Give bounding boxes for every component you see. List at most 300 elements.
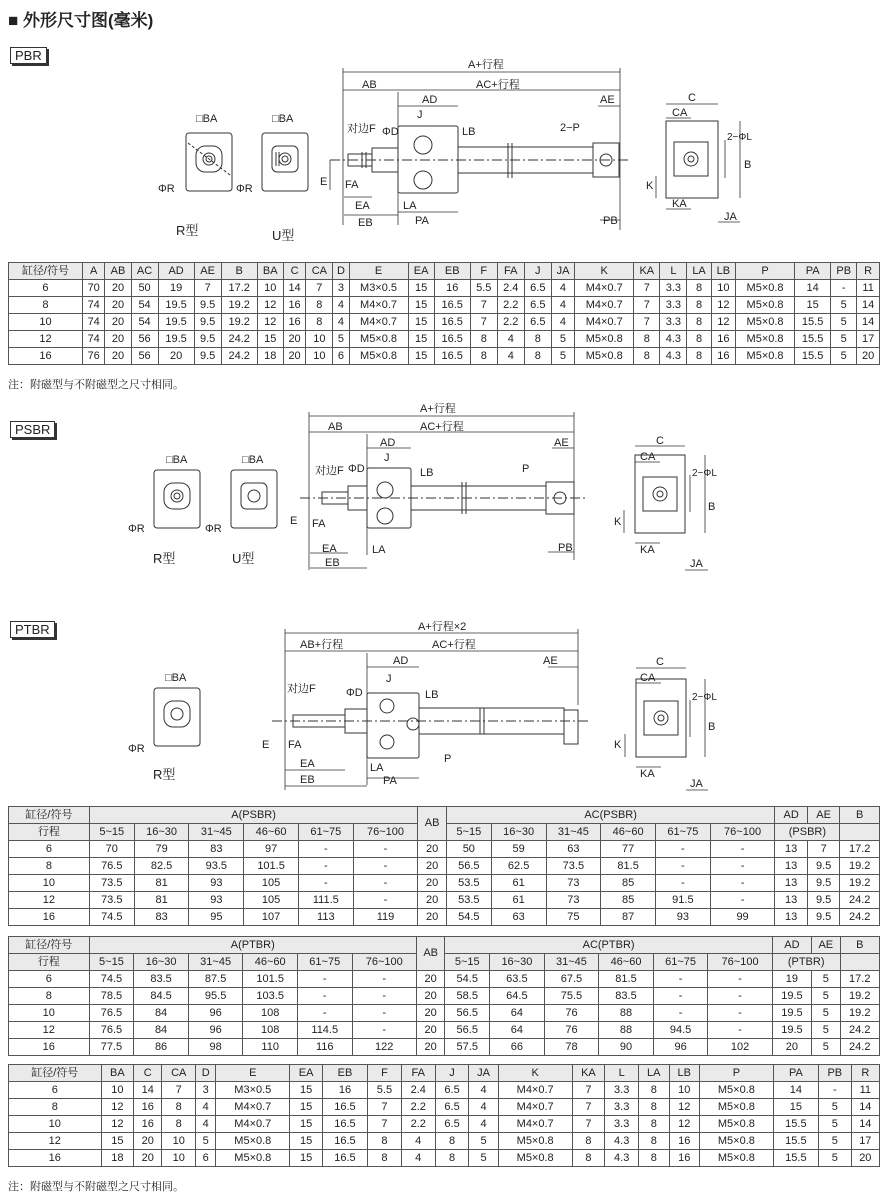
label-ba-r: □BA (166, 454, 188, 466)
table-cell: - (653, 988, 708, 1005)
label-fa: FA (288, 739, 302, 751)
table-cell: 8 (572, 1133, 605, 1150)
table-header-cell: 61~75 (298, 824, 353, 841)
table-cell: 105 (244, 875, 299, 892)
table-cell: 4 (551, 280, 574, 297)
table-cell: 90 (599, 1039, 654, 1056)
label-c: C (688, 92, 696, 104)
label-e: E (320, 176, 328, 188)
note-2: 注：附磁型与不附磁型之尺寸相同。 (8, 1181, 184, 1193)
table-cell: 16.5 (434, 297, 470, 314)
table-cell: 74 (82, 331, 105, 348)
table-cell: - (298, 858, 353, 875)
label-ea: EA (300, 758, 315, 770)
table-cell: 6.5 (524, 297, 551, 314)
table-cell: 15 (408, 280, 434, 297)
table-cell: 5 (812, 988, 840, 1005)
table-cell: 16 (711, 331, 735, 348)
table-header-cell: 61~75 (656, 824, 711, 841)
table-cell: 7 (162, 1082, 196, 1099)
table-header-cell: 5~15 (446, 824, 491, 841)
table-cell: 15 (408, 297, 434, 314)
table-cell: 53.5 (446, 875, 491, 892)
table-cell: 12 (711, 297, 735, 314)
table-row (9, 1150, 880, 1167)
table-cell: 10 (257, 280, 283, 297)
table-cell: 6 (333, 348, 349, 365)
table-cell: 95 (189, 909, 244, 926)
label-j: J (386, 673, 392, 685)
table-cell: 83.5 (134, 971, 189, 988)
table-cell: 15 (290, 1082, 323, 1099)
table-cell: 10 (162, 1150, 196, 1167)
table-cell: 75 (546, 909, 601, 926)
table-cell: 18 (101, 1150, 134, 1167)
table-cell: 7 (572, 1099, 605, 1116)
label-phi-r: ΦR (158, 183, 175, 195)
label-2p: 2−P (560, 122, 580, 134)
table-row (9, 280, 880, 297)
table-row (9, 892, 880, 909)
label-phi-r: ΦR (128, 743, 145, 755)
table-cell: 20 (134, 1150, 162, 1167)
label-la: LA (372, 544, 386, 556)
label-k: K (614, 516, 622, 528)
table-row (9, 1005, 880, 1022)
table-cell: - (352, 988, 416, 1005)
table-cell: 6.5 (435, 1116, 469, 1133)
table-cell: 107 (244, 909, 299, 926)
table-cell: 15.5 (795, 331, 831, 348)
table-cell: 76.5 (89, 1005, 134, 1022)
table-cell: 5 (551, 348, 574, 365)
table-cell: 16 (669, 1133, 699, 1150)
table-cell: 6 (9, 280, 83, 297)
table-cell: 10 (9, 314, 83, 331)
table-header-cell: C (283, 263, 306, 280)
table-cell: 6.5 (435, 1082, 469, 1099)
table-cell: 13 (775, 875, 808, 892)
section-tag-ptbr: PTBR (10, 621, 55, 638)
table-cell: 15 (408, 348, 434, 365)
table-cell: 110 (243, 1039, 298, 1056)
table-cell: 64 (490, 1022, 545, 1039)
table-cell: 8 (9, 1099, 102, 1116)
table-cell: 84 (134, 1005, 189, 1022)
label-phi-d: ΦD (346, 687, 363, 699)
table-cell: 76.5 (89, 1022, 134, 1039)
table-cell: 53.5 (446, 892, 491, 909)
table-cell: - (353, 858, 418, 875)
table-cell: M5×0.8 (699, 1082, 773, 1099)
table-cell: 20 (105, 348, 131, 365)
table-cell: 12 (9, 1133, 102, 1150)
table-cell: 16.5 (322, 1150, 367, 1167)
table-cell: 108 (243, 1022, 298, 1039)
table-header-cell: 76~100 (352, 954, 416, 971)
table-cell: 3 (333, 280, 349, 297)
table-header-cell: BA (101, 1065, 134, 1082)
label-a-stroke: A+行程 (468, 59, 504, 71)
section-tag-psbr: PSBR (10, 421, 55, 438)
table-cell: 50 (446, 841, 491, 858)
table-cell: 16.5 (434, 331, 470, 348)
table-cell: M5×0.8 (216, 1150, 290, 1167)
table-cell: 19.2 (221, 297, 257, 314)
label-ae: AE (543, 655, 558, 667)
table-cell: 14 (283, 280, 306, 297)
table-cell: 8 (162, 1116, 196, 1133)
table-cell: 13 (775, 909, 808, 926)
table-header-cell: KA (572, 1065, 605, 1082)
table-header-cell: K (498, 1065, 572, 1082)
table-header-cell: 16~30 (491, 824, 546, 841)
label-e: E (290, 515, 298, 527)
table-cell: 96 (653, 1039, 708, 1056)
table-cell: - (708, 988, 772, 1005)
table-header-cell: 行程 (9, 954, 90, 971)
table-cell: 56 (131, 331, 158, 348)
table-cell: 14 (851, 1099, 879, 1116)
table-cell: M4×0.7 (349, 297, 408, 314)
table-cell: 14 (857, 297, 880, 314)
table-row (9, 1133, 880, 1150)
table-cell: M4×0.7 (575, 314, 634, 331)
table-cell: 95.5 (188, 988, 243, 1005)
table-header-cell: AE (807, 807, 840, 824)
table-cell: 78.5 (89, 988, 134, 1005)
table-cell: 4 (469, 1116, 498, 1133)
ptbr-drawing (0, 615, 888, 795)
table-cell: 8 (306, 297, 333, 314)
table-header-cell: EB (322, 1065, 367, 1082)
table-header-cell: AE (812, 937, 840, 954)
table-cell: 74.5 (89, 971, 134, 988)
table-cell: 12 (257, 314, 283, 331)
table-cell: 2.4 (401, 1082, 435, 1099)
table-header-cell: L (660, 263, 687, 280)
table-cell: 7 (572, 1082, 605, 1099)
table-header-cell: 31~45 (544, 954, 599, 971)
label-ae: AE (600, 94, 615, 106)
table-cell: 14 (795, 280, 831, 297)
table-header-cell: FA (401, 1065, 435, 1082)
table-cell: 61 (491, 892, 546, 909)
table-cell: 99 (710, 909, 775, 926)
table-row (9, 875, 880, 892)
table-cell: M5×0.8 (699, 1133, 773, 1150)
table-header-cell: 31~45 (546, 824, 601, 841)
table-cell: 81.5 (601, 858, 656, 875)
table-cell: 5 (812, 1005, 840, 1022)
label-u-type: U型 (272, 228, 295, 243)
label-ja: JA (724, 211, 737, 223)
label-ea: EA (355, 200, 370, 212)
label-pa: PA (383, 775, 397, 787)
table-cell: 85 (601, 892, 656, 909)
table-header-row (9, 1065, 880, 1082)
table-row (9, 1082, 880, 1099)
table-header-cell: AC(PSBR) (446, 807, 774, 824)
table-header-cell: 缸径/符号 (9, 807, 90, 824)
table-header-cell: J (524, 263, 551, 280)
table-cell: 5 (551, 331, 574, 348)
table-cell: 8 (687, 314, 711, 331)
table-cell: M4×0.7 (575, 297, 634, 314)
table-header-cell: LA (687, 263, 711, 280)
table-cell: 12 (9, 1022, 90, 1039)
table-cell: 18 (257, 348, 283, 365)
table-cell: 6.5 (524, 280, 551, 297)
table-cell: 8 (687, 348, 711, 365)
table-cell: - (710, 892, 775, 909)
table-cell: 84 (134, 1022, 189, 1039)
table-cell: 15.5 (773, 1116, 818, 1133)
table-cell: M4×0.7 (349, 314, 408, 331)
label-phi-r-u: ΦR (205, 523, 222, 535)
table-cell: 17.2 (221, 280, 257, 297)
table-cell: - (710, 841, 775, 858)
table-cell: 20 (134, 1133, 162, 1150)
table-header-cell: 76~100 (708, 954, 772, 971)
table-header-cell: A(PTBR) (89, 937, 416, 954)
label-p: P (444, 753, 452, 765)
table-header-cell: 46~60 (243, 954, 298, 971)
table-header-cell: B (221, 263, 257, 280)
table-cell: 77 (601, 841, 656, 858)
table-cell: M4×0.7 (575, 280, 634, 297)
table-cell: 12 (9, 892, 90, 909)
spec-table-pbr (8, 262, 880, 365)
label-r-type: R型 (176, 223, 199, 238)
table-cell: 54.5 (446, 909, 491, 926)
table-cell: 2.2 (401, 1116, 435, 1133)
table-cell: 73 (546, 892, 601, 909)
label-ka: KA (672, 198, 687, 210)
table-header-cell: LB (669, 1065, 699, 1082)
table-cell: 3.3 (605, 1099, 639, 1116)
table-header-cell: 76~100 (353, 824, 418, 841)
table-cell: 113 (298, 909, 353, 926)
label-ad: AD (422, 94, 438, 106)
table-cell: 5 (469, 1133, 498, 1150)
table-cell: 87 (601, 909, 656, 926)
label-phi-d: ΦD (382, 126, 399, 138)
table-cell: 5.5 (368, 1082, 402, 1099)
label-flats-f: 对边F (287, 683, 316, 695)
table-cell: 11 (857, 280, 880, 297)
table-cell: - (297, 988, 352, 1005)
table-cell: 20 (283, 348, 306, 365)
table-cell: 16 (9, 348, 83, 365)
label-ad: AD (393, 655, 409, 667)
table-cell: 4 (469, 1099, 498, 1116)
label-p: P (522, 463, 530, 475)
table-cell: 5 (831, 348, 857, 365)
table-cell: M5×0.8 (736, 331, 795, 348)
table-cell: 19.2 (221, 314, 257, 331)
table-header-cell: 46~60 (601, 824, 656, 841)
table-cell: 114.5 (297, 1022, 352, 1039)
table-cell: 7 (470, 297, 497, 314)
table-header-cell: B (840, 937, 879, 954)
table-header-cell: AB (105, 263, 131, 280)
label-k: K (614, 739, 622, 751)
table-cell: 76 (544, 1022, 599, 1039)
table-cell: 6.5 (524, 314, 551, 331)
table-row (9, 841, 880, 858)
table-cell: 4 (497, 348, 524, 365)
table-cell: 61 (491, 875, 546, 892)
table-cell: 86 (134, 1039, 189, 1056)
table-row (9, 348, 880, 365)
table-cell: 63 (491, 909, 546, 926)
table-cell: 8 (639, 1099, 669, 1116)
label-lb: LB (462, 126, 476, 138)
table-cell: 5 (818, 1099, 851, 1116)
table-cell: 15 (795, 297, 831, 314)
table-cell: 14 (857, 314, 880, 331)
table-cell: 8 (639, 1150, 669, 1167)
label-b: B (708, 721, 716, 733)
table-header-cell: R (857, 263, 880, 280)
table-cell: 74.5 (89, 909, 134, 926)
table-cell: 9.5 (807, 875, 840, 892)
table-cell: 6 (9, 1082, 102, 1099)
table-cell: 73.5 (89, 892, 134, 909)
table-header-cell: AC (131, 263, 158, 280)
table-cell: 16.5 (434, 314, 470, 331)
label-ja: JA (690, 778, 703, 790)
table-cell: 94.5 (653, 1022, 708, 1039)
table-header-cell: E (216, 1065, 290, 1082)
label-r-type: R型 (153, 551, 176, 566)
table-cell: 24.2 (840, 1022, 879, 1039)
table-cell: 15 (408, 314, 434, 331)
table-header-cell: AC(PTBR) (445, 937, 772, 954)
table-row (9, 909, 880, 926)
table-header-cell: 行程 (9, 824, 90, 841)
table-header-cell: BA (257, 263, 283, 280)
table-header-cell: EB (434, 263, 470, 280)
table-cell: 9.5 (807, 858, 840, 875)
label-eb: EB (325, 557, 340, 569)
table-cell: 24.2 (840, 909, 880, 926)
table-cell: 7 (572, 1116, 605, 1133)
table-cell: M5×0.8 (699, 1099, 773, 1116)
label-a-stroke: A+行程 (420, 403, 456, 415)
table-cell: M5×0.8 (216, 1133, 290, 1150)
label-lb: LB (420, 467, 434, 479)
table-cell: 20 (105, 280, 131, 297)
table-header-cell: C (134, 1065, 162, 1082)
table-cell: 75.5 (544, 988, 599, 1005)
table-cell: 105 (244, 892, 299, 909)
section-tag-pbr: PBR (10, 47, 47, 64)
table-row (9, 1099, 880, 1116)
table-cell: 54.5 (445, 971, 490, 988)
table-cell: 14 (851, 1116, 879, 1133)
table-cell: 3 (196, 1082, 216, 1099)
table-cell: 6 (196, 1150, 216, 1167)
table-cell: 81 (134, 892, 189, 909)
pbr-drawing (0, 55, 888, 250)
table-cell: M5×0.8 (498, 1150, 572, 1167)
table-header-cell: 5~15 (445, 954, 490, 971)
table-cell: 7 (194, 280, 221, 297)
table-header-cell: 缸径/符号 (9, 263, 83, 280)
table-cell: 3.3 (660, 280, 687, 297)
table-header-row (9, 954, 880, 971)
table-cell: 82.5 (134, 858, 189, 875)
label-ac-stroke: AC+行程 (476, 79, 520, 91)
table-cell: 7 (634, 280, 660, 297)
table-header-row (9, 263, 880, 280)
table-header-cell: 76~100 (710, 824, 775, 841)
table-cell: 101.5 (243, 971, 298, 988)
table-cell: 24.2 (221, 331, 257, 348)
table-cell: - (818, 1082, 851, 1099)
table-cell: 10 (9, 875, 90, 892)
table-cell: M3×0.5 (216, 1082, 290, 1099)
table-cell: 13 (775, 892, 808, 909)
table-cell: 63.5 (490, 971, 545, 988)
table-cell: M5×0.8 (699, 1116, 773, 1133)
table-cell: 93.5 (189, 858, 244, 875)
table-header-cell: F (368, 1065, 402, 1082)
table-cell: 20 (105, 314, 131, 331)
table-cell: 9.5 (807, 909, 840, 926)
table-cell: 16 (283, 314, 306, 331)
label-ca: CA (640, 451, 656, 463)
table-cell: 9.5 (807, 892, 840, 909)
table-header-cell: (PTBR) (772, 954, 840, 971)
table-cell: 73 (546, 875, 601, 892)
table-cell: 10 (9, 1116, 102, 1133)
label-2l: 2−ΦL (692, 468, 717, 479)
table-cell: 15 (101, 1133, 134, 1150)
table-cell: 20 (772, 1039, 811, 1056)
table-cell: 19.2 (840, 875, 880, 892)
table-header-cell: A(PSBR) (89, 807, 417, 824)
label-2l: 2−ΦL (727, 132, 752, 143)
table-cell: - (710, 875, 775, 892)
table-cell: 83 (134, 909, 189, 926)
table-cell: 5 (196, 1133, 216, 1150)
table-cell: 73.5 (89, 875, 134, 892)
table-cell: 64 (490, 1005, 545, 1022)
label-c: C (656, 656, 664, 668)
table-cell: 19.5 (772, 1022, 811, 1039)
table-cell: 12 (257, 297, 283, 314)
table-cell: 19 (772, 971, 811, 988)
table-header-cell (840, 824, 880, 841)
table-cell: 8 (306, 314, 333, 331)
table-cell: 57.5 (445, 1039, 490, 1056)
table-cell: 3.3 (605, 1082, 639, 1099)
table-cell: 12 (669, 1116, 699, 1133)
table-cell: 97 (244, 841, 299, 858)
table-cell: 5 (469, 1150, 498, 1167)
table-cell: 74 (82, 297, 105, 314)
label-phi-d: ΦD (348, 463, 365, 475)
table-cell: 20 (418, 875, 447, 892)
table-cell: 66 (490, 1039, 545, 1056)
label-ka: KA (640, 544, 655, 556)
table-cell: - (708, 1005, 772, 1022)
table-cell: M5×0.8 (575, 331, 634, 348)
table-cell: 62.5 (491, 858, 546, 875)
